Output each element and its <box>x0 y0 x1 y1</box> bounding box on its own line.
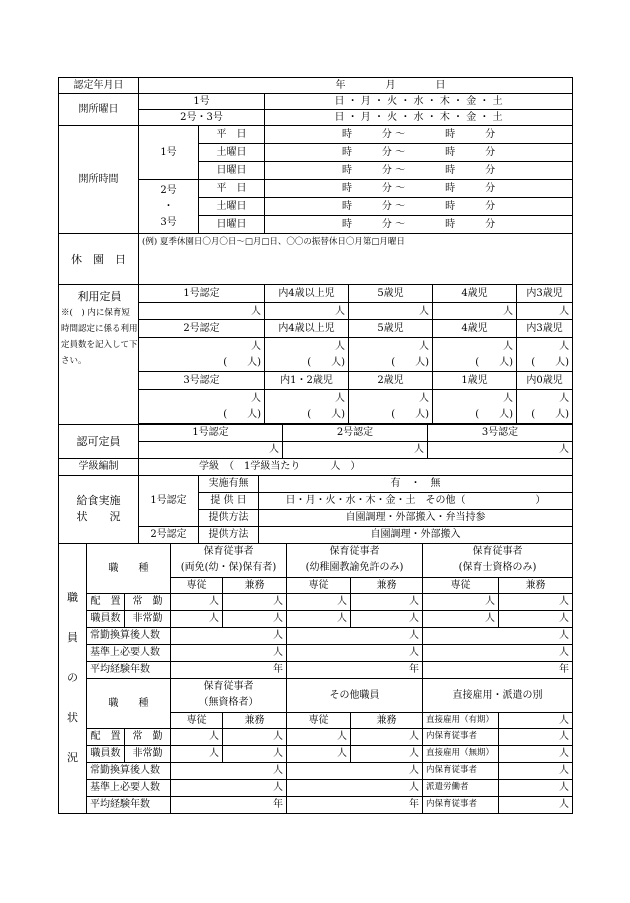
meals-value[interactable]: 自園調理・外部搬入 <box>259 526 573 543</box>
capacity-short-value[interactable]: ( 人) <box>349 355 433 372</box>
staff-total[interactable]: 人 <box>423 644 573 661</box>
senju-label: 専従 <box>287 577 351 593</box>
capacity-short-value[interactable]: ( 人) <box>265 355 349 372</box>
staff-years[interactable]: 年 <box>423 661 573 678</box>
approved-value[interactable]: 人 <box>428 441 573 458</box>
capacity-value[interactable]: 人 <box>265 390 349 407</box>
staff-years[interactable]: 年 <box>287 661 423 678</box>
capacity-short-value[interactable]: ( 人) <box>349 407 433 424</box>
direct-row-label: 内保育従事者 <box>423 762 499 779</box>
staff-value[interactable]: 人 <box>287 745 351 762</box>
direct-value[interactable]: 人 <box>499 762 573 779</box>
approved-header: 3号認定 <box>428 424 573 441</box>
staff-col-header: 保育従事者 (幼稚園教諭免許のみ) <box>287 543 423 577</box>
capacity-value[interactable]: 人 <box>433 338 517 355</box>
staff-total[interactable]: 人 <box>287 644 423 661</box>
hijoukin-label: 非常勤 <box>125 610 171 627</box>
hours-day: 平 日 <box>199 180 265 198</box>
closed-days-field[interactable]: (例) 夏季休園日〇月〇日～□月□日、〇〇の振替休日〇月第□月曜日 <box>139 234 573 285</box>
hours-time-field[interactable]: 時 分 〜 時 分 <box>265 198 573 216</box>
capacity-value[interactable]: 人 <box>349 338 433 355</box>
direct-value[interactable]: 人 <box>499 712 573 728</box>
joukin-label: 常 勤 <box>125 728 171 745</box>
meals-value[interactable]: 有 ・ 無 <box>259 475 573 492</box>
meals-type2: 2号認定 <box>139 526 199 543</box>
meals-row-label: 提 供 日 <box>199 492 259 509</box>
meals-row-label: 実施有無 <box>199 475 259 492</box>
haichi-label: 配 置 <box>87 728 125 745</box>
capacity-note: ※( ) 内に保育短時間認定に係る利用定員数を記入して下さい。 <box>61 308 138 366</box>
staff-value[interactable]: 人 <box>287 593 351 610</box>
staff-col-header: その他職員 <box>287 678 423 712</box>
hours-type23: 2号 ・ 3号 <box>139 180 199 234</box>
capacity-header: 4歳児 <box>433 320 517 338</box>
capacity-header: 5歳児 <box>349 285 433 303</box>
haichi-label: 職員数 <box>87 610 125 627</box>
joukin-label: 常 勤 <box>125 593 171 610</box>
staff-total[interactable]: 人 <box>171 627 287 644</box>
capacity-short-value[interactable]: ( 人) <box>433 407 517 424</box>
senju-label: 専従 <box>171 712 223 728</box>
capacity-short-value[interactable]: ( 人) <box>517 355 573 372</box>
staff-value[interactable]: 人 <box>223 610 287 627</box>
staff-total[interactable]: 人 <box>423 627 573 644</box>
upper-form-table <box>58 77 573 425</box>
bottom-label: 平均経験年数 <box>87 661 171 678</box>
kennin-label: 兼務 <box>223 577 287 593</box>
direct-row-label: 直接雇用（有期） <box>423 712 499 728</box>
staff-value[interactable]: 人 <box>351 745 423 762</box>
meals-type1: 1号認定 <box>139 475 199 526</box>
capacity-header: 内3歳児 <box>517 285 573 303</box>
closed-days-label: 休 園 日 <box>59 234 139 285</box>
approved-table <box>58 424 573 476</box>
shokushu-label: 職 種 <box>87 678 171 728</box>
capacity-header: 2号認定 <box>139 320 265 338</box>
hours-day: 日曜日 <box>199 216 265 234</box>
approved-header: 2号認定 <box>283 424 428 441</box>
staff-col-header: 保育従事者 (保育士資格のみ) <box>423 543 573 577</box>
meals-value[interactable]: 自園調理・外部搬入・弁当持参 <box>259 509 573 526</box>
capacity-value[interactable]: 人 <box>265 338 349 355</box>
capacity-short-value[interactable]: ( 人) <box>433 355 517 372</box>
staff-total[interactable]: 人 <box>287 779 423 796</box>
staff-value[interactable]: 人 <box>223 728 287 745</box>
capacity-header: 5歳児 <box>349 320 433 338</box>
open-days-label: 開所曜日 <box>59 94 139 126</box>
direct-title: 直接雇用・派遣の別 <box>423 678 573 712</box>
staff-total[interactable]: 人 <box>287 627 423 644</box>
capacity-value[interactable]: 人 <box>433 303 517 320</box>
kennin-label: 兼務 <box>351 577 423 593</box>
kennin-label: 兼務 <box>351 712 423 728</box>
staff-value[interactable]: 人 <box>499 593 573 610</box>
capacity-value[interactable]: 人 <box>349 303 433 320</box>
capacity-short-value[interactable]: ( 人) <box>265 407 349 424</box>
capacity-header: 2歳児 <box>349 372 433 390</box>
senju-label: 専従 <box>423 577 499 593</box>
bottom-label: 常勤換算後人数 <box>87 762 171 779</box>
staff-value[interactable]: 人 <box>351 728 423 745</box>
capacity-value[interactable]: 人 <box>349 390 433 407</box>
meals-value[interactable]: 日・月・火・水・木・金・土 その他（ ） <box>259 492 573 509</box>
approved-value[interactable]: 人 <box>283 441 428 458</box>
hours-label: 開所時間 <box>59 126 139 234</box>
classes-label: 学級編制 <box>59 458 139 475</box>
approved-label: 認可定員 <box>59 424 139 458</box>
capacity-header: 内0歳児 <box>517 372 573 390</box>
hours-day: 日曜日 <box>199 162 265 180</box>
capacity-value[interactable]: 人 <box>139 338 265 355</box>
staff-value[interactable]: 人 <box>171 610 223 627</box>
staff-value[interactable]: 人 <box>171 745 223 762</box>
staff-value[interactable]: 人 <box>287 728 351 745</box>
hours-type1: 1号 <box>139 126 199 180</box>
hours-day: 土曜日 <box>199 144 265 162</box>
direct-row-label: 内保育従事者 <box>423 728 499 745</box>
staff-total[interactable]: 人 <box>287 762 423 779</box>
capacity-value[interactable]: 人 <box>139 390 265 407</box>
hours-time-field[interactable]: 時 分 〜 時 分 <box>265 144 573 162</box>
staff-value[interactable]: 人 <box>351 610 423 627</box>
meals-table <box>58 475 573 544</box>
staff-table <box>58 543 573 814</box>
staff-col-header: 保育従事者 （無資格者） <box>171 678 287 712</box>
classes-field[interactable]: 学級 （ 1学級当たり 人 ） <box>139 458 573 475</box>
staff-value[interactable]: 人 <box>287 610 351 627</box>
direct-value[interactable]: 人 <box>499 796 573 813</box>
staff-total[interactable]: 人 <box>171 779 287 796</box>
staff-value[interactable]: 人 <box>223 593 287 610</box>
approved-value[interactable]: 人 <box>139 441 283 458</box>
capacity-value[interactable]: 人 <box>517 390 573 407</box>
direct-value[interactable]: 人 <box>499 745 573 762</box>
open-days-type: 1号 <box>139 94 265 110</box>
meals-row-label: 提供方法 <box>199 509 259 526</box>
staff-value[interactable]: 人 <box>171 728 223 745</box>
direct-row-label: 直接雇用（無期） <box>423 745 499 762</box>
hijoukin-label: 非常勤 <box>125 745 171 762</box>
capacity-header: 内3歳児 <box>517 320 573 338</box>
bottom-label: 平均経験年数 <box>87 796 171 813</box>
cert-date-field[interactable]: 年 月 日 <box>139 78 573 94</box>
capacity-header: 1号認定 <box>139 285 265 303</box>
senju-label: 専従 <box>287 712 351 728</box>
direct-row-label: 派遣労働者 <box>423 779 499 796</box>
direct-value[interactable]: 人 <box>499 779 573 796</box>
hours-time-field[interactable]: 時 分 〜 時 分 <box>265 162 573 180</box>
capacity-value[interactable]: 人 <box>433 390 517 407</box>
senju-label: 専従 <box>171 577 223 593</box>
staff-side-label: 職 員 の 状 況 <box>59 543 87 813</box>
capacity-value[interactable]: 人 <box>139 303 265 320</box>
capacity-label-cell <box>59 285 139 425</box>
hours-time-field[interactable]: 時 分 〜 時 分 <box>265 180 573 198</box>
kennin-label: 兼務 <box>499 577 573 593</box>
open-days-select[interactable]: 日 ・ 月 ・ 火 ・ 水 ・ 木 ・ 金 ・ 土 <box>265 94 573 110</box>
hours-day: 土曜日 <box>199 198 265 216</box>
staff-years[interactable]: 年 <box>287 796 423 813</box>
hours-day: 平 日 <box>199 126 265 144</box>
meals-label: 給食実施 状 況 <box>59 475 139 543</box>
staff-value[interactable]: 人 <box>171 593 223 610</box>
capacity-label: 利用定員 <box>77 290 122 303</box>
capacity-header: 4歳児 <box>433 285 517 303</box>
staff-years[interactable]: 年 <box>171 661 287 678</box>
bottom-label: 常勤換算後人数 <box>87 627 171 644</box>
staff-years[interactable]: 年 <box>171 796 287 813</box>
meals-row-label: 提供方法 <box>199 526 259 543</box>
haichi-label: 職員数 <box>87 745 125 762</box>
shokushu-label: 職 種 <box>87 543 171 593</box>
hours-time-field[interactable]: 時 分 〜 時 分 <box>265 126 573 144</box>
staff-total[interactable]: 人 <box>171 644 287 661</box>
capacity-header: 3号認定 <box>139 372 265 390</box>
hours-time-field[interactable]: 時 分 〜 時 分 <box>265 216 573 234</box>
capacity-value[interactable]: 人 <box>517 303 573 320</box>
capacity-value[interactable]: 人 <box>517 338 573 355</box>
bottom-label: 基準上必要人数 <box>87 779 171 796</box>
approved-header: 1号認定 <box>139 424 283 441</box>
capacity-header: 内4歳以上児 <box>265 285 349 303</box>
staff-value[interactable]: 人 <box>423 610 499 627</box>
direct-value[interactable]: 人 <box>499 728 573 745</box>
haichi-label: 配 置 <box>87 593 125 610</box>
staff-value[interactable]: 人 <box>223 745 287 762</box>
kennin-label: 兼務 <box>223 712 287 728</box>
direct-row-label: 内保育従事者 <box>423 796 499 813</box>
capacity-header: 内1・2歳児 <box>265 372 349 390</box>
staff-total[interactable]: 人 <box>171 762 287 779</box>
bottom-label: 基準上必要人数 <box>87 644 171 661</box>
capacity-value[interactable]: 人 <box>265 303 349 320</box>
open-days-type: 2号・3号 <box>139 110 265 126</box>
capacity-short-value[interactable]: ( 人) <box>139 355 265 372</box>
cert-date-label: 認定年月日 <box>59 78 139 94</box>
capacity-header: 1歳児 <box>433 372 517 390</box>
capacity-short-value[interactable]: ( 人) <box>139 407 265 424</box>
staff-value[interactable]: 人 <box>423 593 499 610</box>
capacity-header: 内4歳以上児 <box>265 320 349 338</box>
open-days-select[interactable]: 日 ・ 月 ・ 火 ・ 水 ・ 木 ・ 金 ・ 土 <box>265 110 573 126</box>
staff-value[interactable]: 人 <box>499 610 573 627</box>
staff-value[interactable]: 人 <box>351 593 423 610</box>
capacity-short-value[interactable]: ( 人) <box>517 407 573 424</box>
staff-col-header: 保育従事者 (両免(幼・保)保有者) <box>171 543 287 577</box>
